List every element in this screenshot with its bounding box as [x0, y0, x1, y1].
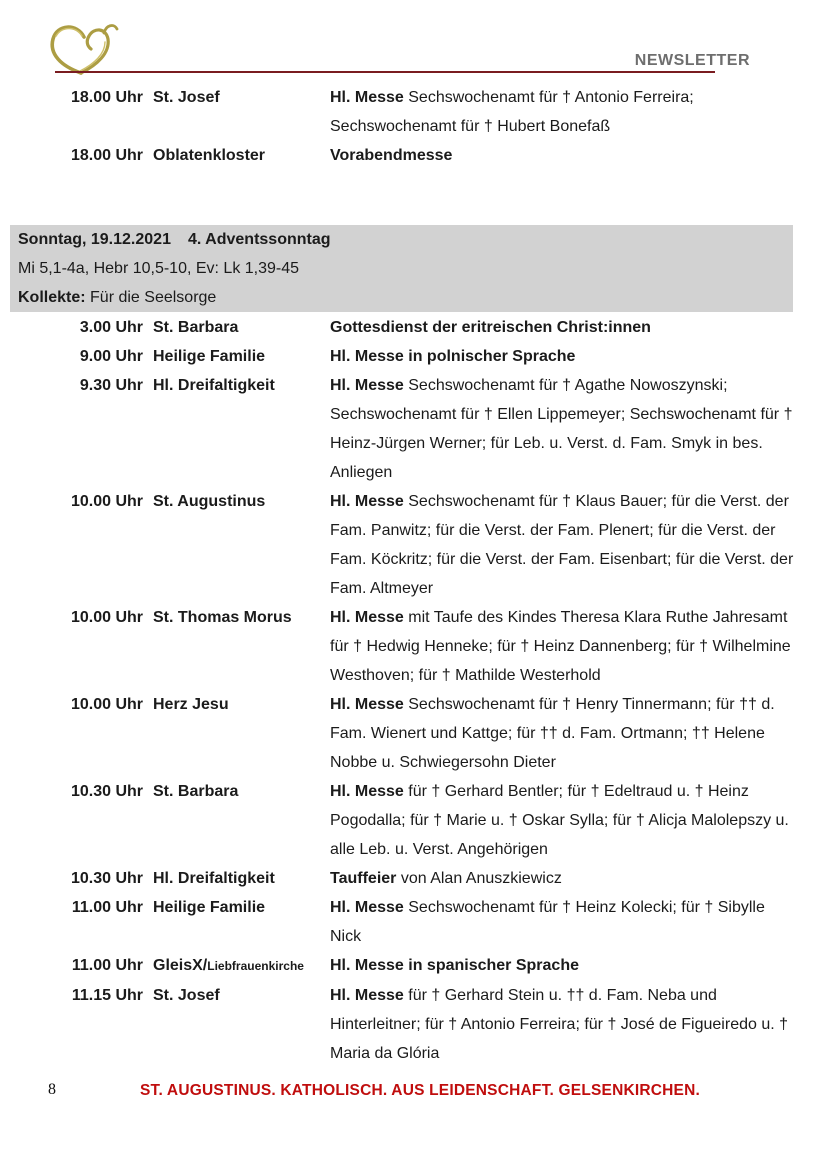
- row-description: Hl. Messe für † Gerhard Stein u. †† d. Fam. Neba und Hinterleitner; für † Antonio Ferreira; für † José de Figueiredo u. † Maria da Glória: [330, 987, 789, 1062]
- vigil-schedule: [0, 83, 827, 170]
- day-kollekte: [10, 283, 793, 312]
- row-time: 10.30 Uhr: [70, 870, 143, 887]
- row-location: St. Thomas Morus: [153, 609, 292, 626]
- row-location: Herz Jesu: [153, 696, 229, 713]
- row-location: Heilige Familie: [153, 348, 266, 365]
- schedule-row: [0, 487, 827, 603]
- row-time: 11.15 Uhr: [71, 987, 143, 1004]
- row-description: Hl. Messe mit Taufe des Kindes Theresa Klara Ruthe Jahresamt für † Hedwig Henneke; für † Heinz Dannenberg; für † Wilhelmine Westhoven; für † Mathilde Westerhold: [330, 609, 791, 684]
- row-description: Hl. Messe Sechswochenamt für † Heinz Kolecki; für † Sibylle Nick: [330, 899, 765, 945]
- schedule-row: [0, 342, 827, 371]
- row-time: 10.00 Uhr: [70, 493, 143, 510]
- newsletter-label: NEWSLETTER: [634, 52, 750, 69]
- day-title-line: [10, 225, 793, 254]
- row-location: St. Josef: [153, 987, 220, 1004]
- day-readings: Mi 5,1-4a, Hebr 10,5-10, Ev: Lk 1,39-45: [18, 260, 300, 277]
- schedule-row: [0, 83, 827, 141]
- page-number: 8: [48, 1081, 56, 1098]
- kollekte-label: Kollekte:: [18, 289, 86, 306]
- row-time: 10.00 Uhr: [70, 696, 143, 713]
- row-location-small: Liebfrauenkirche: [207, 959, 304, 973]
- kollekte-value: Für die Seelsorge: [90, 289, 217, 306]
- row-time: 3.00 Uhr: [79, 319, 143, 336]
- schedule-row: [0, 690, 827, 777]
- row-time: 18.00 Uhr: [70, 89, 143, 106]
- row-time: 18.00 Uhr: [70, 147, 143, 164]
- day-banner: [10, 225, 793, 312]
- day-title: Sonntag, 19.12.2021: [18, 231, 171, 248]
- schedule-row: [0, 981, 827, 1068]
- row-time: 9.30 Uhr: [79, 377, 143, 394]
- row-time: 9.00 Uhr: [79, 348, 143, 365]
- row-location: Oblatenkloster: [153, 147, 266, 164]
- footer-motto: ST. AUGUSTINUS. KATHOLISCH. AUS LEIDENSCHAFT. GELSENKIRCHEN.: [140, 1082, 700, 1099]
- row-time: 11.00 Uhr: [71, 957, 143, 974]
- row-description: Hl. Messe in polnischer Sprache: [330, 348, 576, 365]
- schedule-row: [0, 603, 827, 690]
- heart-logo-icon: [44, 20, 128, 78]
- row-location: St. Barbara: [153, 319, 239, 336]
- row-description: Hl. Messe Sechswochenamt für † Henry Tinnermann; für †† d. Fam. Wienert und Kattge; für †† d. Fam. Ortmann; †† Helene Nobbe u. Schwiegersohn Dieter: [330, 696, 775, 771]
- row-location: Hl. Dreifaltigkeit: [153, 377, 275, 394]
- schedule-row: [0, 141, 827, 170]
- schedule-row: [0, 951, 827, 981]
- row-location: St. Augustinus: [153, 493, 266, 510]
- row-location: GleisX/Liebfrauenkirche: [153, 957, 304, 974]
- schedule-row: [0, 371, 827, 487]
- schedule-row: [0, 313, 827, 342]
- row-description: Tauffeier von Alan Anuszkiewicz: [330, 870, 562, 887]
- row-description: Hl. Messe Sechswochenamt für † Klaus Bauer; für die Verst. der Fam. Panwitz; für die Verst. der Fam. Plenert; für die Verst. der Fam. Köckritz; für die Verst. der Fam. Eisenbart; für die Verst. der Fam. Altmeyer: [330, 493, 794, 597]
- row-location: Hl. Dreifaltigkeit: [153, 870, 275, 887]
- schedule-row: [0, 777, 827, 864]
- row-description: Vorabendmesse: [330, 147, 453, 164]
- row-time: 10.00 Uhr: [70, 609, 143, 626]
- schedule-row: [0, 893, 827, 951]
- row-description: Hl. Messe in spanischer Sprache: [330, 957, 579, 974]
- row-location: St. Barbara: [153, 783, 239, 800]
- row-location: Heilige Familie: [153, 899, 266, 916]
- row-description: Hl. Messe Sechswochenamt für † Antonio Ferreira; Sechswochenamt für † Hubert Bonefaß: [330, 89, 694, 135]
- row-description: Hl. Messe für † Gerhard Bentler; für † Edeltraud u. † Heinz Pogodalla; für † Marie u. † Oskar Sylla; für † Alicja Malolepszy u. alle Leb. u. Verst. Angehörigen: [330, 783, 789, 858]
- row-time: 10.30 Uhr: [70, 783, 143, 800]
- mass-schedule: [0, 313, 827, 1068]
- header-rule: [55, 71, 715, 73]
- schedule-row: [0, 864, 827, 893]
- row-location: St. Josef: [153, 89, 220, 106]
- row-description: Gottesdienst der eritreischen Christ:innen: [330, 319, 651, 336]
- row-time: 11.00 Uhr: [71, 899, 143, 916]
- day-subtitle: 4. Adventssonntag: [187, 231, 331, 248]
- row-description: Hl. Messe Sechswochenamt für † Agathe Nowoszynski; Sechswochenamt für † Ellen Lippemeyer; Sechswochenamt für † Heinz-Jürgen Werner; für Leb. u. Verst. d. Fam. Smyk in bes. Anliegen: [330, 377, 793, 481]
